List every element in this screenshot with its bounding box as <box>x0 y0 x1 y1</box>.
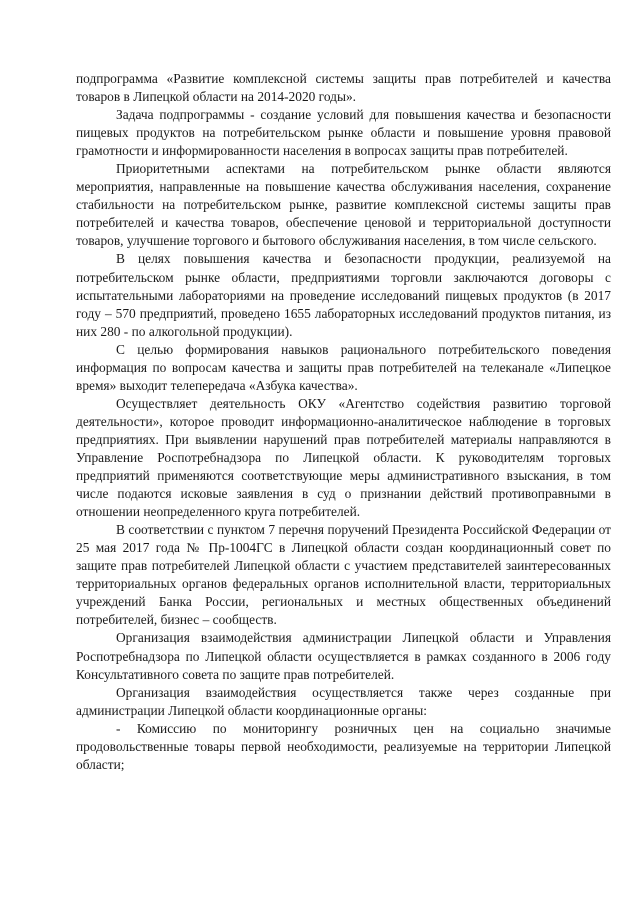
list-item-price-monitoring-commission: - Комиссию по мониторингу розничных цен на социально значимые продовольственные товары первой необходимости, реализуемые на территории Липецкой области; <box>76 720 611 772</box>
paragraph-advisory-council: Организация взаимодействия администрации Липецкой области и Управления Роспотребнадзора по Липецкой области осуществляется в рамках созданного в 2006 году Консультативного совета по защите прав потребителей. <box>76 630 611 682</box>
paragraph-subprogram-task: Задача подпрограммы - создание условий для повышения качества и безопасности пищевых продуктов на потребительском рынке области и повышение уровня правовой грамотности и информированности населения в вопросах защиты прав потребителей. <box>76 107 611 159</box>
paragraph-tv-program: С целью формирования навыков рационального потребительского поведения информация по вопросам качества и защиты прав потребителей на телеканале «Липецкое время» выходит телепередача «Азбука качества». <box>76 341 611 393</box>
paragraph-coordination-council: В соответствии с пунктом 7 перечня поручений Президента Российской Федерации от 25 мая 2017 года № Пр-1004ГС в Липецкой области создан координационный совет по защите прав потребителей Липецкой области с участием представителей заинтересованных территориальных органов федеральных органов исполнительной власти, территориальных учреждений Банка России, региональных и местных общественных объединений потребителей, бизнес – сообществ. <box>76 522 611 628</box>
paragraph-coordination-bodies: Организация взаимодействия осуществляется также через созданные при администрации Липецкой области координационные органы: <box>76 684 611 718</box>
paragraph-subprogram-title: подпрограмма «Развитие комплексной системы защиты прав потребителей и качества товаров в Липецкой области на 2014-2020 годы». <box>76 71 611 105</box>
paragraph-lab-testing: В целях повышения качества и безопасности продукции, реализуемой на потребительском рынке области, предприятиями торговли заключаются договоры с испытательными лабораториями на проведение исследований пищевых продуктов (в 2017 году – 570 предприятий, проведено 1655 лабораторных исследований продуктов питания, из них 280 - по алкогольной продукции). <box>76 251 611 339</box>
document-page <box>76 70 611 774</box>
paragraph-trade-agency: Осуществляет деятельность ОКУ «Агентство содействия развитию торговой деятельности», которое проводит информационно-аналитическое наблюдение в торговых предприятиях. При выявлении нарушений прав потребителей материалы направляются в Управление Роспотребнадзора по Липецкой области. К руководителям торговых предприятий применяются соответствующие меры административного взыскания, в том числе подаются исковые заявления в суд о признании действий противоправными в отношении неопределенного круга потребителей. <box>76 395 611 520</box>
paragraph-priority-aspects: Приоритетными аспектами на потребительском рынке области являются мероприятия, направленные на повышение качества обслуживания населения, сохранение стабильности на потребительском рынке, развитие комплексной системы защиты прав потребителей и качества товаров, обеспечение ценовой и территориальной доступности товаров, улучшение торгового и бытового обслуживания населения, в том числе сельского. <box>76 161 611 249</box>
